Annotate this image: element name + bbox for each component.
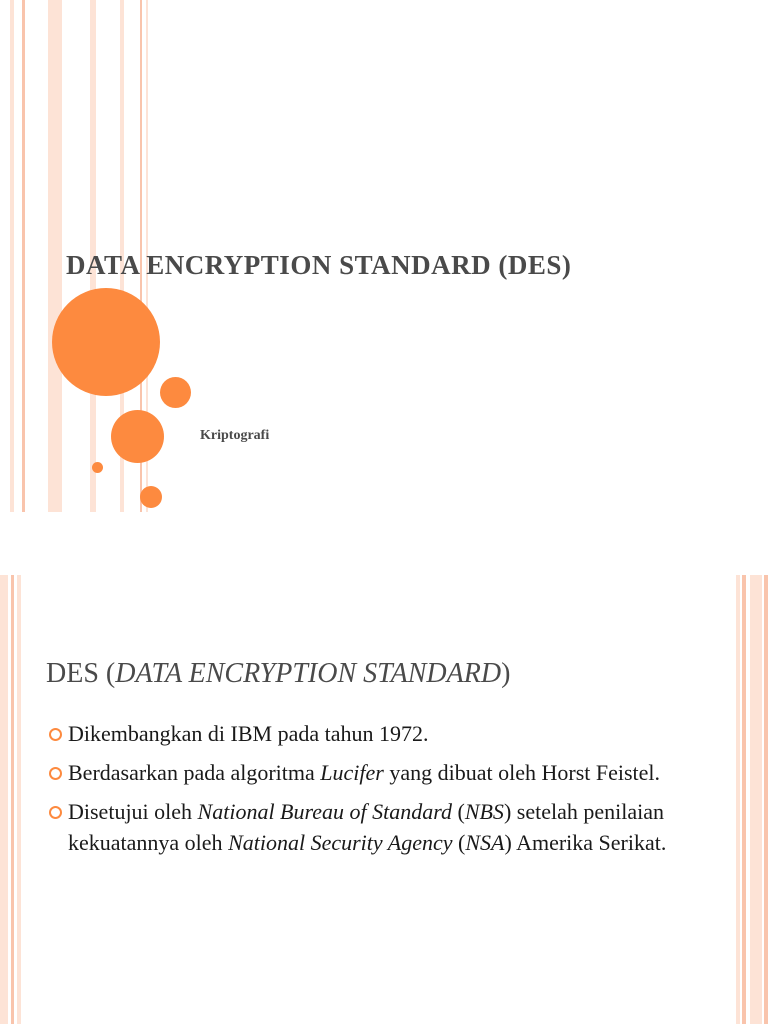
- bullet-list: [47, 718, 687, 866]
- decorative-stripe: [0, 575, 8, 1024]
- tiny-circle-decoration: [92, 462, 103, 473]
- list-item: Disetujui oleh National Bureau of Standard (NBS) setelah penilaian kekuatannya oleh National Security Agency (NSA) Amerika Serikat.: [47, 796, 687, 858]
- decorative-stripe: [10, 0, 14, 512]
- slide-title: DATA ENCRYPTION STANDARD (DES): [66, 250, 572, 280]
- small-circle-decoration: [160, 377, 191, 408]
- decorative-stripe: [764, 575, 768, 1024]
- decorative-stripe: [48, 0, 62, 512]
- large-circle-decoration: [52, 288, 160, 396]
- list-item: Dikembangkan di IBM pada tahun 1972.: [47, 718, 687, 749]
- slide-subtitle: Kriptografi: [200, 428, 270, 443]
- decorative-stripe: [742, 575, 746, 1024]
- content-slide: [0, 575, 768, 1024]
- decorative-stripe: [17, 575, 21, 1024]
- decorative-stripe: [11, 575, 14, 1024]
- list-item: Berdasarkan pada algoritma Lucifer yang dibuat oleh Horst Feistel.: [47, 757, 687, 788]
- decorative-stripe: [750, 575, 762, 1024]
- slide-heading: DES (DATA ENCRYPTION STANDARD): [46, 658, 511, 689]
- hollow-circle-bullet-icon: [49, 767, 62, 780]
- decorative-stripe: [22, 0, 25, 512]
- decorative-stripe: [736, 575, 740, 1024]
- hollow-circle-bullet-icon: [49, 728, 62, 741]
- hollow-circle-bullet-icon: [49, 806, 62, 819]
- medium-circle-decoration: [111, 410, 164, 463]
- small-circle-decoration: [140, 486, 162, 508]
